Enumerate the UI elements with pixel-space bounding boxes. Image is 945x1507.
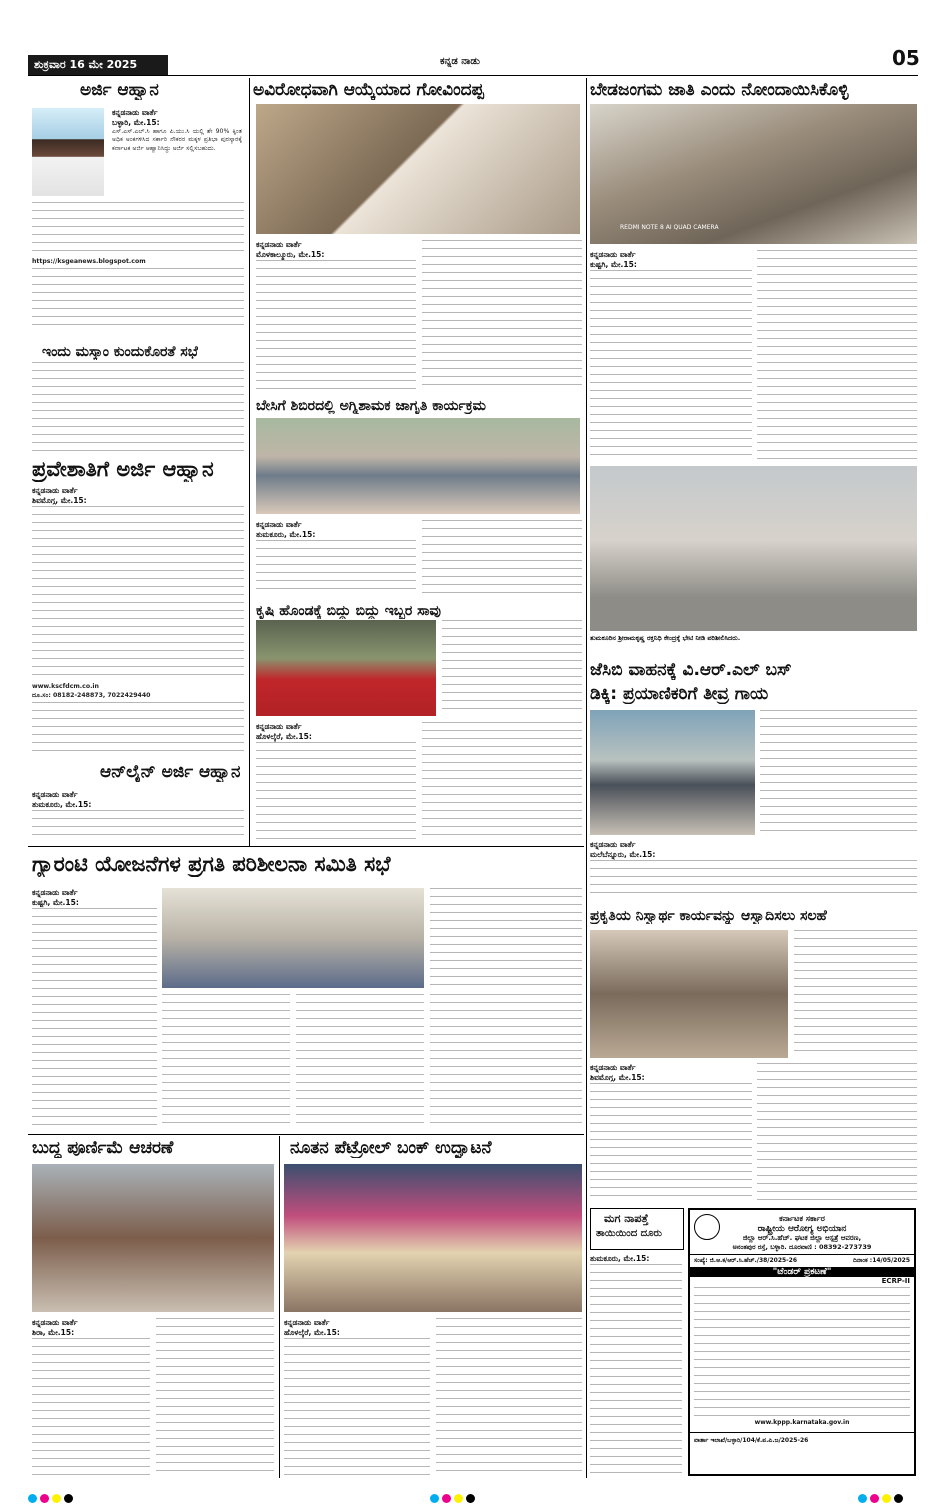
petrol-place: ಹೊಳಲ್ಕೆರೆ, ಮೇ.15: [284, 1328, 340, 1337]
maga-title-2: ತಾಯಿಯಿಂದ ದೂರು [596, 1228, 662, 1239]
guarantee-body-5 [430, 994, 582, 1130]
krishi-body-2 [256, 742, 416, 842]
praveshati-byline: ಕನ್ನಡನಾಡು ವಾರ್ತೆ [32, 486, 78, 495]
online-place: ತುಮಕೂರು, ಮೇ.15: [32, 800, 92, 809]
guarantee-body-2 [430, 888, 582, 988]
col-rule-3 [279, 1136, 280, 1478]
besige-body-1 [256, 540, 416, 596]
person-portrait [32, 108, 104, 196]
tender-web[interactable]: www.kppp.karnataka.gov.in [754, 1419, 850, 1426]
jcb-title-2: ಡಿಕ್ಕಿ: ಪ್ರಯಾಣಿಕರಿಗೆ ತೀವ್ರ ಗಾಯ [590, 684, 769, 704]
bloodbank-photo [590, 466, 917, 631]
petrol-title: ನೂತನ ಪೆಟ್ರೋಲ್ ಬಂಕ್ ಉದ್ಘಾಟನೆ [290, 1138, 492, 1158]
bedajangama-photo [590, 104, 917, 244]
tender-footer: ವಾರ್ತಾ ಇಲಾಖೆ/ಬಳ್ಳಾರಿ/104/ಕೆ.ಪ.ಪಿ.ಜ/2025-26 [690, 1432, 914, 1449]
avirodha-photo [256, 104, 580, 234]
prakruti-body-2 [590, 1083, 752, 1201]
avirodha-place: ಮೊಳಕಾಲ್ಮೂರು, ಮೇ.15: [256, 250, 325, 259]
tender-band: "ಟೆಂಡರ್ ಪ್ರಕಟಣೆ" [690, 1267, 914, 1277]
avirodha-body-1 [256, 260, 416, 390]
tender-body [694, 1287, 910, 1417]
besige-place: ತುಮಕೂರು, ಮೇ.15: [256, 530, 316, 539]
mass-body [32, 362, 244, 452]
arji-byline: ಕನ್ನಡನಾಡು ವಾರ್ತೆ [112, 108, 158, 117]
col-rule-2 [586, 78, 587, 1478]
buddha-body-1 [32, 1338, 150, 1478]
tender-date: ದಿನಾಂಕ :14/05/2025 [853, 1257, 910, 1264]
jcb-body-1 [760, 710, 917, 835]
color-registration-marks [28, 1488, 76, 1507]
page-number: 05 [892, 46, 920, 70]
date-label: ಶುಕ್ರವಾರ 16 ಮೇ 2025 [28, 55, 168, 75]
section-rule [28, 846, 584, 847]
jcb-body-2 [590, 860, 917, 900]
buddha-byline: ಕನ್ನಡನಾಡು ವಾರ್ತೆ [32, 1318, 78, 1327]
prakruti-title: ಪ್ರಕೃತಿಯ ನಿಸ್ವಾರ್ಥ ಕಾರ್ಯವನ್ನು ಆಸ್ವಾದಿಸಲು ಸಲಹೆ [590, 908, 827, 924]
besige-title: ಬೇಸಿಗೆ ಶಿಬಿರದಲ್ಲಿ ಅಗ್ನಿಶಾಮಕ ಜಾಗೃತಿ ಕಾರ್ಯಕ್ರಮ [256, 398, 486, 414]
online-byline: ಕನ್ನಡನಾಡು ವಾರ್ತೆ [32, 790, 78, 799]
arji-body-2 [32, 268, 244, 330]
tender-box [688, 1208, 916, 1476]
masthead-rule [28, 75, 918, 76]
krishi-place: ಹೊಳಲ್ಕೆರೆ, ಮೇ.15: [256, 732, 312, 741]
besige-byline: ಕನ್ನಡನಾಡು ವಾರ್ತೆ [256, 520, 302, 529]
prakruti-place: ಶಿವಮೊಗ್ಗ, ಮೇ.15: [590, 1073, 645, 1082]
praveshati-place: ಶಿವಮೊಗ್ಗ, ಮೇ.15: [32, 496, 87, 505]
bedajangama-place: ಕುಷ್ಟಗಿ, ಮೇ.15: [590, 260, 637, 269]
paper-name: ಕನ್ನಡ ನಾಡು [440, 56, 480, 67]
maga-body [590, 1264, 682, 1478]
arji-body [32, 202, 244, 258]
arji-place: ಬಳ್ಳಾರಿ, ಮೇ.15: [112, 118, 160, 127]
section-rule-2 [28, 1134, 584, 1135]
petrol-body-2 [436, 1318, 582, 1478]
praveshati-body-2 [32, 702, 244, 752]
color-registration-marks-right [858, 1488, 906, 1507]
online-title: ಆನ್‌ಲೈನ್ ಅರ್ಜಿ ಆಹ್ವಾನ [100, 762, 241, 782]
prakruti-body-3 [757, 1063, 917, 1201]
tender-ref: ಸಂಖ್ಯೆ: ಜಿ.ಆ.ಕ/ಆರ್.ಸಿ.ಹೆಚ್./38/2025-26 [694, 1257, 798, 1264]
petrol-photo [284, 1164, 582, 1312]
bedajangama-byline: ಕನ್ನಡನಾಡು ವಾರ್ತೆ [590, 250, 636, 259]
tender-govt: ಕರ್ನಾಟಕ ಸರ್ಕಾರ [779, 1214, 825, 1223]
praveshati-title: ಪ್ರವೇಶಾತಿಗೆ ಅರ್ಜಿ ಆಹ್ವಾನ [32, 457, 214, 481]
jcb-title-1: ಜೆಸಿಬಿ ವಾಹನಕ್ಕೆ ವಿ.ಆರ್.ಎಲ್ ಬಸ್ [590, 660, 792, 680]
praveshati-body [32, 506, 244, 681]
jcb-place: ಮಲೆಬೆನ್ನೂರು, ಮೇ.15: [590, 850, 656, 859]
jcb-byline: ಕನ್ನಡನಾಡು ವಾರ್ತೆ [590, 840, 636, 849]
besige-photo [256, 418, 580, 514]
color-registration-marks-center [430, 1488, 478, 1507]
guarantee-title: ಗ್ಯಾರಂಟಿ ಯೋಜನೆಗಳ ಪ್ರಗತಿ ಪರಿಶೀಲನಾ ಸಮಿತಿ ಸಭೆ [32, 852, 391, 876]
prakruti-body-1 [794, 930, 917, 1058]
besige-body-2 [422, 520, 582, 596]
bedajangama-body-1 [590, 270, 752, 460]
government-emblem-icon [694, 1214, 720, 1240]
krishi-body-1 [442, 620, 582, 716]
prakruti-byline: ಕನ್ನಡನಾಡು ವಾರ್ತೆ [590, 1063, 636, 1072]
buddha-body-2 [156, 1318, 274, 1478]
guarantee-photo [162, 888, 424, 988]
petrol-body-1 [284, 1338, 430, 1478]
buddha-place: ಶಿರಾ, ಮೇ.15: [32, 1328, 75, 1337]
maga-place: ತುಮಕೂರು, ಮೇ.15: [590, 1254, 650, 1263]
guarantee-body-1 [32, 908, 157, 1130]
avirodha-title: ಅವಿರೋಧವಾಗಿ ಆಯ್ಕೆಯಾದ ಗೋವಿಂದಪ್ಪ [253, 80, 484, 100]
maga-title-1: ಮಗ ನಾಪತ್ತೆ [604, 1212, 649, 1225]
krishi-body-3 [422, 722, 582, 842]
online-body [32, 810, 244, 838]
praveshati-phone: ದೂ.ಸಂ: 08182-248873, 7022429440 [32, 692, 151, 699]
krishi-byline: ಕನ್ನಡನಾಡು ವಾರ್ತೆ [256, 722, 302, 731]
petrol-byline: ಕನ್ನಡನಾಡು ವಾರ್ತೆ [284, 1318, 330, 1327]
arji-link[interactable]: https://ksgeanews.blogspot.com [32, 258, 146, 265]
mass-title: ಇಂದು ಮಸ್ಕಾಂ ಕುಂದುಕೊರತೆ ಸಭೆ [42, 344, 198, 360]
bloodbank-caption: ತುಮಕೂರಿನ ಶ್ರೀರಾಮಕೃಷ್ಣ ರಕ್ತನಿಧಿ ಕೇಂದ್ರಕ್ಕೆ ಭೇಟಿ ನೀಡಿ ಪರಿಶೀಲಿಸಿದರು. [590, 634, 741, 642]
guarantee-place: ಕುಷ್ಟಗಿ, ಮೇ.15: [32, 898, 79, 907]
tender-address: ಅನಂತಪುರ ರಸ್ತೆ, ಬಳ್ಳಾರಿ. ದೂರವಾಣಿ : 08392-273739 [732, 1243, 872, 1251]
col-rule-1 [249, 78, 250, 846]
arji-title: ಅರ್ಜಿ ಆಹ್ವಾನ [80, 80, 159, 100]
guarantee-body-3 [162, 994, 290, 1130]
bedajangama-title: ಬೇಡಜಂಗಮ ಜಾತಿ ಎಂದು ನೋಂದಾಯಿಸಿಕೊಳ್ಳಿ [590, 80, 849, 100]
avirodha-byline: ಕನ್ನಡನಾಡು ವಾರ್ತೆ [256, 240, 302, 249]
krishi-title: ಕೃಷಿ ಹೊಂಡಕ್ಕೆ ಬಿದ್ದು ಬಿದ್ದು ಇಬ್ಬರ ಸಾವು [256, 603, 441, 619]
jcb-photo [590, 710, 755, 835]
tender-office: ಜಿಲ್ಲಾ ಆರ್.ಸಿ.ಹೆಚ್. ಘಟಕ ಜಿಲ್ಲಾ ಆಸ್ಪತ್ರೆ ಆವರಣ, [742, 1234, 862, 1242]
buddha-title: ಬುದ್ಧ ಪೂರ್ಣಿಮೆ ಆಚರಣೆ [32, 1138, 174, 1158]
guarantee-byline: ಕನ್ನಡನಾಡು ವಾರ್ತೆ [32, 888, 78, 897]
buddha-photo [32, 1164, 274, 1312]
tender-code: ECRP-II [881, 1277, 910, 1285]
avirodha-body-2 [422, 240, 582, 390]
guarantee-body-4 [296, 994, 424, 1130]
bedajangama-body-2 [757, 250, 917, 460]
arji-lead: ಎಸ್.ಎಸ್.ಎಲ್.ಸಿ ಹಾಗೂ ಪಿ.ಯು.ಸಿ ಯಲ್ಲಿ ಶೇ 90% ಕ್ಕಿಂತ ಅಧಿಕ ಅಂಕಗಳಿಸಿದ ಸರ್ಕಾರಿ ನೌಕರರ ಮಕ್ಕಳ ಪ್ರತಿಭಾ ಪುರಸ್ಕಾರಕ್ಕೆ ಕರ್ನಾಟಕ ಅರ್ಜಿ ಆಹ್ವಾನಿಸಿದ್ದು ಅರ್ಜಿ ಸಲ್ಲಿಸಬಹುದು. [112, 128, 242, 152]
krishi-photo [256, 620, 436, 716]
praveshati-web[interactable]: www.kscfdcm.co.in [32, 683, 99, 690]
tender-dept: ರಾಷ್ಟ್ರೀಯ ಆರೋಗ್ಯ ಅಭಿಯಾನ [757, 1224, 847, 1234]
prakruti-photo [590, 930, 788, 1058]
camera-watermark: REDMI NOTE 8 AI QUAD CAMERA [620, 224, 719, 231]
